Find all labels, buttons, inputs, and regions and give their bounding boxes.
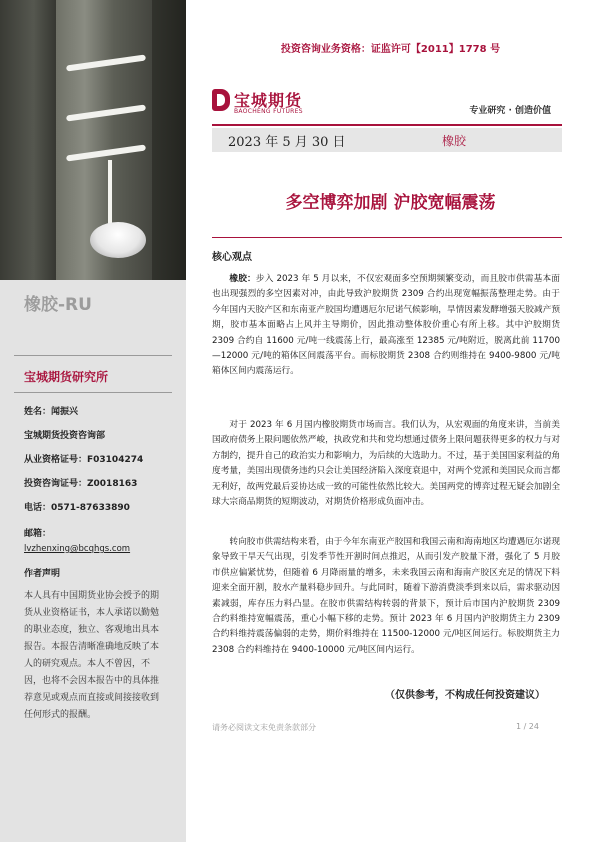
paragraph-lead: 橡胶： [229, 274, 256, 284]
title-rule [212, 237, 562, 238]
paragraph-text: 转向胶市供需结构来看，由于今年东南亚产胶国和我国云南和海南地区均遭遇厄尔诺现象导致干旱天气出现，引发季节性开割时间点推迟，从而引发产胶量下滑，强化了 5 月胶市供应偏紧忧势，但随着 6 月降雨量的增多，未来我国云南和海南产胶区充足的情况下料迎来全面开割，胶水产量料稳步回升。与此同时，随着下游消费淡季到来以后，需求驱动因素减弱，库存压力料凸显。在胶市供需结构转弱的背景下，预计后市国内沪胶期货 2309 合约料维持宽幅震荡，重心小幅下移的走势。预计 2023 年 6 月国内沪胶期货主力 2309 合约料维持震荡偏弱的走势，期价料维持在 11500-12000 元/吨区间运行。标胶期货主力 2308 合约料维持在 9400-10000 元/吨区间内运行。 [212, 537, 560, 655]
sidebar-variety-label: 橡胶-RU [24, 295, 92, 315]
paragraph-3 [212, 535, 560, 658]
sidebar-divider [14, 355, 172, 356]
report-title: 多空博弈加剧 沪胶宽幅震荡 [285, 193, 496, 213]
paragraph-1 [212, 272, 560, 380]
baocheng-logo-icon [212, 89, 230, 111]
footer-note: 请务必阅读文末免责条款部分 [212, 723, 316, 732]
author-phone: 电话：0571-87633890 [24, 503, 130, 513]
author-email-link[interactable]: lvzhenxing@bcqhgs.com [24, 544, 131, 554]
declaration-title: 作者声明 [24, 569, 61, 579]
advisory-cert: 投资咨询证号：Z0018163 [24, 479, 138, 489]
paragraph-text: 对于 2023 年 6 月国内橡胶期货市场而言。我们认为，从宏观面的角度来讲，当前美国政府债务上限问题依然严峻，执政党和共和党均想通过债务上限问题获得更多的权力与对方制约，提升自己的政治实力和影响力，为后续的大选助力。不过，基于美国国家利益的角度考量，美国出现债务违约只会让美国经济陷入深度衰退中，对两个党派和美国民众而言都无利好，故两党最后妥协达成一致的可能性依然比较大。美国两党的博弈过程无疑会加剧全球大宗商品期货的短期波动，对期货价格形成负面冲击。 [212, 420, 560, 508]
paragraph-text: 步入 2023 年 5 月以来，不仅宏观面多空预期频繁变动，而且胶市供需基本面也出现强烈的多空因素对冲，由此导致沪胶期货 2309 合约出现宽幅振荡整理走势。由于今年国内天胶产区和东南亚产胶国均遭遇厄尔尼诺气候影响，旱情因素发酵增强天胶减产预期，胶市基本面略占上风并主导期价，因此推动整体胶价重心有所上移。其中沪胶期货 2309 合约自 11600 元/吨一线震荡上行，最高涨至 12385 元/吨附近，脱离此前 11700—12000 元/吨的箱体区间震荡平台。而标胶期货 2308 合约则维持在 9400-9800 元/吨箱体区间内震荡运行。 [212, 274, 560, 377]
registration-line: 投资咨询业务资格：证监许可【2011】1778 号 [280, 44, 501, 55]
disclaimer: （仅供参考，不构成任何投资建议） [385, 690, 545, 701]
section-title: 核心观点 [212, 252, 252, 263]
slogan: 专业研究 · 创造价值 [469, 106, 551, 116]
sidebar-institute: 宝城期货研究所 [24, 370, 109, 384]
declaration-body: 本人具有中国期货业协会授予的期货从业资格证书，本人承诺以勤勉的职业态度，独立、客观地出具本报告。本报告清晰准确地反映了本人的研究观点。本人不曾因，不因，也将不会因本报告中的具体推荐意见或观点而直接或间接接收到任何形式的报酬。 [24, 591, 160, 720]
logo-chinese: 宝城期货 [234, 91, 303, 110]
sidebar-divider [14, 392, 172, 393]
author-name: 姓名：闻振兴 [24, 407, 79, 417]
practice-cert: 从业资格证号：F03104274 [24, 455, 144, 465]
report-date: 2023 年 5 月 30 日 [228, 135, 346, 150]
sidebar [0, 0, 186, 842]
logo-english: BAOCHENG FUTURES [234, 108, 303, 115]
email-label: 邮箱： [24, 529, 52, 539]
latex-cup [90, 222, 146, 258]
latex-stream [108, 160, 112, 226]
rubber-tree-photo [0, 0, 186, 280]
report-variety: 橡胶 [442, 134, 467, 148]
header-rule [212, 124, 562, 126]
paragraph-2 [212, 418, 560, 510]
page-number: 1 / 24 [515, 722, 539, 731]
author-dept: 宝城期货投资咨询部 [24, 431, 106, 441]
